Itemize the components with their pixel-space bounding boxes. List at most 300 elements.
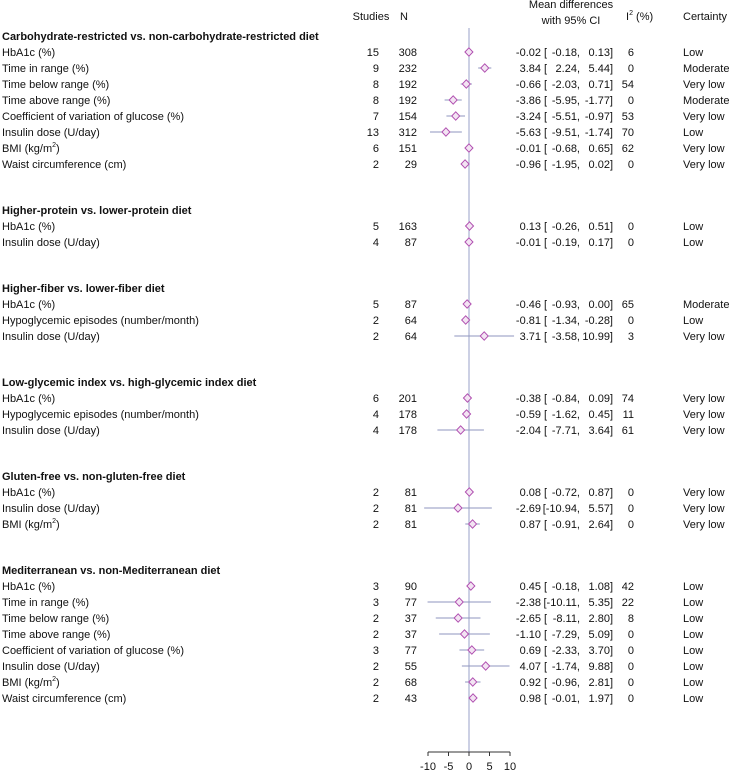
x-axis-tick-label: 5 xyxy=(486,761,493,773)
effect-marker xyxy=(461,160,469,168)
ci-bracket: [ xyxy=(544,159,548,171)
ci-bracket: [ xyxy=(544,629,548,641)
row-label-text: HbA1c (%) xyxy=(2,47,56,59)
header-certainty: Certainty xyxy=(683,11,728,23)
row-label-text: Time in range (%) xyxy=(2,597,90,609)
effect-marker xyxy=(467,582,475,590)
ci-lower-value: -0.84, xyxy=(551,393,580,405)
row-label xyxy=(2,487,55,499)
ci-lower-value: -0.68, xyxy=(551,143,580,155)
row-label-text: Hypoglycemic episodes (number/month) xyxy=(2,409,199,421)
estimate-value: -0.46 xyxy=(515,299,541,311)
n-value: 87 xyxy=(404,299,417,311)
row-label-text: Insulin dose (U/day) xyxy=(2,425,100,437)
i2-value: 0 xyxy=(627,693,634,705)
ci-upper-value: 0.51] xyxy=(588,221,613,233)
header-i2-sup: 2 xyxy=(629,10,633,17)
ci-bracket: [ xyxy=(544,409,548,421)
n-value: 29 xyxy=(404,159,417,171)
row-label-text: Insulin dose (U/day) xyxy=(2,237,100,249)
row-label xyxy=(2,221,55,233)
row-label-text: HbA1c (%) xyxy=(2,581,56,593)
ci-upper-value: 0.17] xyxy=(588,237,613,249)
row-label xyxy=(2,613,109,625)
i2-value: 0 xyxy=(627,677,634,689)
certainty-value: Very low xyxy=(683,159,725,171)
n-value: 308 xyxy=(398,47,417,59)
studies-value: 2 xyxy=(372,159,379,171)
effect-marker xyxy=(457,426,465,434)
x-axis xyxy=(420,752,516,773)
row-label xyxy=(2,237,100,249)
certainty-value: Low xyxy=(683,677,704,689)
n-value: 43 xyxy=(404,693,417,705)
effect-marker xyxy=(454,504,462,512)
ci-lower-value: -0.19, xyxy=(551,237,580,249)
certainty-value: Very low xyxy=(683,503,725,515)
studies-value: 2 xyxy=(372,315,379,327)
column-headers xyxy=(353,0,728,27)
ci-lower-value: -0.01, xyxy=(551,693,580,705)
i2-value: 70 xyxy=(621,127,634,139)
certainty-value: Low xyxy=(683,629,704,641)
row-label xyxy=(2,299,55,311)
ci-upper-value: 2.64] xyxy=(588,519,613,531)
studies-value: 13 xyxy=(366,127,379,139)
certainty-value: Very low xyxy=(683,79,725,91)
ci-upper-value: 0.13] xyxy=(588,47,613,59)
i2-value: 0 xyxy=(627,315,634,327)
row-label xyxy=(2,331,100,343)
group-title: Higher-protein vs. lower-protein diet xyxy=(2,205,192,217)
effect-marker xyxy=(466,222,474,230)
ci-upper-value: -0.28] xyxy=(584,315,613,327)
studies-value: 3 xyxy=(372,597,379,609)
row-label-text: Insulin dose (U/day) xyxy=(2,127,100,139)
studies-value: 5 xyxy=(372,221,379,233)
row-label-text: HbA1c (%) xyxy=(2,299,56,311)
i2-value: 0 xyxy=(627,237,634,249)
n-value: 64 xyxy=(404,315,417,327)
group-title: Low-glycemic index vs. high-glycemic index diet xyxy=(2,377,257,389)
certainty-value: Very low xyxy=(683,393,725,405)
i2-value: 0 xyxy=(627,645,634,657)
row-label-suffix: ) xyxy=(56,677,60,689)
ci-lower-value: -0.96, xyxy=(551,677,580,689)
studies-value: 2 xyxy=(372,331,379,343)
ci-upper-value: 9.88] xyxy=(588,661,613,673)
estimate-value: -3.24 xyxy=(515,111,541,123)
row-label-text: Waist circumference (cm) xyxy=(2,159,127,171)
studies-value: 2 xyxy=(372,487,379,499)
row-label-text: Waist circumference (cm) xyxy=(2,693,127,705)
i2-value: 54 xyxy=(621,79,634,91)
row-label-text: Time below range (%) xyxy=(2,79,110,91)
row-label-text: BMI (kg/m xyxy=(2,677,53,689)
row-label-text: Insulin dose (U/day) xyxy=(2,661,100,673)
row-label-text: HbA1c (%) xyxy=(2,393,56,405)
row-label-text: Time below range (%) xyxy=(2,613,110,625)
estimate-value: 0.45 xyxy=(519,581,541,593)
studies-value: 8 xyxy=(372,79,379,91)
i2-value: 6 xyxy=(627,47,634,59)
ci-lower-value: [-10.94, xyxy=(542,503,580,515)
n-value: 37 xyxy=(404,629,417,641)
effect-marker xyxy=(454,614,462,622)
forest-rows xyxy=(2,28,729,752)
n-value: 37 xyxy=(404,613,417,625)
ci-lower-value: -0.18, xyxy=(551,581,580,593)
n-value: 55 xyxy=(404,661,417,673)
n-value: 68 xyxy=(404,677,417,689)
row-label-text: Hypoglycemic episodes (number/month) xyxy=(2,315,199,327)
n-value: 232 xyxy=(398,63,417,75)
certainty-value: Low xyxy=(683,597,704,609)
row-label xyxy=(2,159,126,171)
certainty-value: Low xyxy=(683,613,704,625)
ci-upper-value: 0.71] xyxy=(588,79,613,91)
studies-value: 7 xyxy=(372,111,379,123)
certainty-value: Moderate xyxy=(683,63,730,75)
ci-bracket: [ xyxy=(544,487,548,499)
estimate-value: 0.69 xyxy=(519,645,541,657)
row-label-text: Coefficient of variation of glucose (%) xyxy=(2,645,184,657)
effect-marker xyxy=(463,300,471,308)
x-axis-tick-label: 10 xyxy=(503,761,517,773)
ci-lower-value: -1.62, xyxy=(551,409,580,421)
ci-lower-value: -0.18, xyxy=(551,47,580,59)
studies-value: 4 xyxy=(372,425,379,437)
estimate-value: -0.02 xyxy=(515,47,541,59)
row-label xyxy=(2,409,199,421)
estimate-value: -0.38 xyxy=(515,393,541,405)
row-label xyxy=(2,597,89,609)
ci-bracket: [ xyxy=(544,581,548,593)
studies-value: 9 xyxy=(372,63,379,75)
row-label-sup: 2 xyxy=(52,676,57,683)
group-title: Higher-fiber vs. lower-fiber diet xyxy=(2,283,165,295)
effect-marker xyxy=(455,598,463,606)
effect-marker xyxy=(452,112,460,120)
ci-upper-value: 5.44] xyxy=(588,63,613,75)
certainty-value: Very low xyxy=(683,111,725,123)
ci-upper-value: 0.65] xyxy=(588,143,613,155)
ci-lower-value: -0.26, xyxy=(551,221,580,233)
effect-marker xyxy=(465,48,473,56)
ci-bracket: [ xyxy=(544,221,548,233)
row-label-text: Time above range (%) xyxy=(2,629,111,641)
header-effect-line2: with 95% CI xyxy=(541,15,601,27)
ci-bracket: [ xyxy=(544,331,548,343)
effect-marker xyxy=(469,520,477,528)
ci-bracket: [ xyxy=(544,143,548,155)
header-effect-line1: Mean differences xyxy=(528,0,614,11)
x-axis-tick-label: -10 xyxy=(420,761,436,773)
studies-value: 15 xyxy=(366,47,379,59)
row-label xyxy=(2,425,100,437)
ci-upper-value: 1.97] xyxy=(588,693,613,705)
i2-value: 3 xyxy=(627,331,634,343)
header-n: N xyxy=(400,11,408,23)
certainty-value: Low xyxy=(683,645,704,657)
estimate-value: -0.01 xyxy=(515,237,541,249)
ci-bracket: [ xyxy=(544,393,548,405)
ci-bracket: [ xyxy=(544,63,548,75)
ci-lower-value: -1.34, xyxy=(551,315,580,327)
certainty-value: Low xyxy=(683,221,704,233)
row-label-text: Insulin dose (U/day) xyxy=(2,503,100,515)
row-label xyxy=(2,142,60,155)
row-label xyxy=(2,79,109,91)
i2-value: 61 xyxy=(621,425,634,437)
ci-lower-value: -9.51, xyxy=(551,127,580,139)
n-value: 192 xyxy=(398,79,417,91)
ci-bracket: [ xyxy=(544,677,548,689)
row-label-text: Time above range (%) xyxy=(2,95,111,107)
x-axis-tick-label: 0 xyxy=(465,761,473,773)
effect-marker xyxy=(480,332,488,340)
estimate-value: 0.92 xyxy=(519,677,541,689)
studies-value: 2 xyxy=(372,629,379,641)
estimate-value: -1.10 xyxy=(515,629,541,641)
row-label xyxy=(2,676,60,689)
row-label xyxy=(2,127,100,139)
ci-upper-value: 2.80] xyxy=(588,613,613,625)
n-value: 151 xyxy=(398,143,417,155)
studies-value: 5 xyxy=(372,299,379,311)
ci-upper-value: 0.00] xyxy=(588,299,613,311)
n-value: 178 xyxy=(398,409,417,421)
i2-value: 0 xyxy=(627,503,634,515)
studies-value: 2 xyxy=(372,677,379,689)
ci-bracket: [ xyxy=(544,111,548,123)
n-value: 154 xyxy=(398,111,417,123)
i2-value: 0 xyxy=(627,159,634,171)
n-value: 81 xyxy=(404,503,417,515)
estimate-value: -5.63 xyxy=(515,127,541,139)
effect-marker xyxy=(463,394,471,402)
effect-marker xyxy=(462,316,470,324)
certainty-value: Very low xyxy=(683,331,725,343)
i2-value: 42 xyxy=(621,581,634,593)
ci-upper-value: 0.09] xyxy=(588,393,613,405)
row-label-suffix: ) xyxy=(56,519,60,531)
estimate-value: -2.38 xyxy=(515,597,541,609)
i2-value: 0 xyxy=(627,487,634,499)
i2-value: 8 xyxy=(627,613,634,625)
x-axis-tick-label: -5 xyxy=(443,761,454,773)
ci-upper-value: 3.70] xyxy=(588,645,613,657)
effect-marker xyxy=(482,662,490,670)
row-label xyxy=(2,47,55,59)
effect-marker xyxy=(442,128,450,136)
certainty-value: Low xyxy=(683,47,704,59)
ci-upper-value: -1.74] xyxy=(584,127,613,139)
i2-value: 11 xyxy=(622,409,634,421)
estimate-value: -0.66 xyxy=(515,79,541,91)
n-value: 90 xyxy=(404,581,417,593)
estimate-value: 0.87 xyxy=(519,519,541,531)
certainty-value: Moderate xyxy=(683,95,730,107)
n-value: 192 xyxy=(398,95,417,107)
effect-marker xyxy=(469,678,477,686)
n-value: 178 xyxy=(398,425,417,437)
ci-lower-value: -7.71, xyxy=(551,425,580,437)
studies-value: 3 xyxy=(372,581,379,593)
certainty-value: Very low xyxy=(683,143,725,155)
estimate-value: -0.01 xyxy=(515,143,541,155)
ci-upper-value: 2.81] xyxy=(588,677,613,689)
ci-lower-value: -5.51, xyxy=(551,111,580,123)
row-label xyxy=(2,693,126,705)
i2-value: 22 xyxy=(621,597,634,609)
ci-lower-value: 2.24, xyxy=(555,63,580,75)
studies-value: 2 xyxy=(372,613,379,625)
row-label-text: HbA1c (%) xyxy=(2,487,56,499)
ci-bracket: [ xyxy=(544,693,548,705)
certainty-value: Very low xyxy=(683,409,725,421)
studies-value: 6 xyxy=(372,393,379,405)
ci-bracket: [ xyxy=(544,79,548,91)
ci-upper-value: -0.97] xyxy=(584,111,613,123)
effect-marker xyxy=(449,96,457,104)
header-i2-suffix: (%) xyxy=(632,11,654,23)
row-label-text: BMI (kg/m xyxy=(2,519,53,531)
ci-lower-value: -1.74, xyxy=(551,661,580,673)
ci-bracket: [ xyxy=(544,47,548,59)
studies-value: 8 xyxy=(372,95,379,107)
row-label-sup: 2 xyxy=(52,142,57,149)
n-value: 81 xyxy=(404,487,417,499)
effect-marker xyxy=(460,630,468,638)
estimate-value: -0.81 xyxy=(515,315,541,327)
group-title: Mediterranean vs. non-Mediterranean diet xyxy=(2,565,221,577)
row-label-text: BMI (kg/m xyxy=(2,143,53,155)
ci-lower-value: -2.03, xyxy=(551,79,580,91)
certainty-value: Low xyxy=(683,693,704,705)
row-label-text: Insulin dose (U/day) xyxy=(2,331,100,343)
row-label xyxy=(2,661,100,673)
studies-value: 4 xyxy=(372,409,379,421)
studies-value: 4 xyxy=(372,237,379,249)
ci-bracket: [ xyxy=(544,127,548,139)
effect-marker xyxy=(465,144,473,152)
studies-value: 3 xyxy=(372,645,379,657)
row-label xyxy=(2,581,55,593)
header-studies: Studies xyxy=(352,11,390,23)
ci-bracket: [ xyxy=(544,237,548,249)
ci-bracket: [ xyxy=(544,661,548,673)
i2-value: 0 xyxy=(627,63,634,75)
row-label xyxy=(2,315,199,327)
row-label-text: Time in range (%) xyxy=(2,63,90,75)
row-label xyxy=(2,645,184,657)
estimate-value: 0.08 xyxy=(519,487,541,499)
i2-value: 0 xyxy=(627,661,634,673)
ci-upper-value: 0.45] xyxy=(588,409,613,421)
studies-value: 2 xyxy=(372,661,379,673)
effect-marker xyxy=(469,694,477,702)
ci-upper-value: 3.64] xyxy=(588,425,613,437)
n-value: 87 xyxy=(404,237,417,249)
estimate-value: -0.59 xyxy=(515,409,541,421)
row-label xyxy=(2,518,60,531)
header-i2-letter: I xyxy=(626,11,630,23)
row-label xyxy=(2,629,110,641)
ci-upper-value: -1.77] xyxy=(584,95,613,107)
i2-value: 0 xyxy=(627,221,634,233)
ci-lower-value: -5.95, xyxy=(551,95,580,107)
row-label-sup: 2 xyxy=(52,518,57,525)
ci-upper-value: 10.99] xyxy=(582,331,613,343)
ci-lower-value: -7.29, xyxy=(551,629,580,641)
group-title: Carbohydrate-restricted vs. non-carbohydrate-restricted diet xyxy=(2,31,319,43)
group-title: Gluten-free vs. non-gluten-free diet xyxy=(2,471,186,483)
row-label-text: HbA1c (%) xyxy=(2,221,56,233)
row-label xyxy=(2,111,184,123)
certainty-value: Low xyxy=(683,661,704,673)
n-value: 64 xyxy=(404,331,417,343)
n-value: 312 xyxy=(398,127,417,139)
ci-upper-value: 5.57] xyxy=(588,503,613,515)
certainty-value: Very low xyxy=(683,519,725,531)
estimate-value: -0.96 xyxy=(515,159,541,171)
ci-bracket: [ xyxy=(544,519,548,531)
row-label xyxy=(2,393,55,405)
ci-bracket: [ xyxy=(544,95,548,107)
ci-lower-value: -0.72, xyxy=(551,487,580,499)
ci-bracket: [ xyxy=(544,299,548,311)
ci-lower-value: -1.95, xyxy=(551,159,580,171)
ci-lower-value: -0.93, xyxy=(551,299,580,311)
i2-value: 0 xyxy=(627,629,634,641)
row-label xyxy=(2,63,89,75)
i2-value: 62 xyxy=(621,143,634,155)
ci-bracket: [ xyxy=(544,425,548,437)
i2-value: 0 xyxy=(627,519,634,531)
n-value: 201 xyxy=(398,393,417,405)
ci-upper-value: 0.02] xyxy=(588,159,613,171)
ci-bracket: [ xyxy=(544,315,548,327)
ci-lower-value: -0.91, xyxy=(551,519,580,531)
n-value: 81 xyxy=(404,519,417,531)
ci-upper-value: 5.09] xyxy=(588,629,613,641)
studies-value: 2 xyxy=(372,519,379,531)
estimate-value: -2.65 xyxy=(515,613,541,625)
n-value: 77 xyxy=(404,597,417,609)
estimate-value: -2.04 xyxy=(515,425,541,437)
estimate-value: 3.71 xyxy=(519,331,541,343)
studies-value: 2 xyxy=(372,503,379,515)
certainty-value: Low xyxy=(683,315,704,327)
row-label xyxy=(2,503,100,515)
ci-upper-value: 1.08] xyxy=(588,581,613,593)
i2-value: 53 xyxy=(621,111,634,123)
ci-bracket: [ xyxy=(544,613,548,625)
effect-marker xyxy=(481,64,489,72)
i2-value: 65 xyxy=(621,299,634,311)
effect-marker xyxy=(465,488,473,496)
row-label-suffix: ) xyxy=(56,143,60,155)
estimate-value: -3.86 xyxy=(515,95,541,107)
row-label-text: Coefficient of variation of glucose (%) xyxy=(2,111,184,123)
ci-lower-value: -8.11, xyxy=(552,613,580,625)
i2-value: 74 xyxy=(621,393,634,405)
ci-bracket: [ xyxy=(544,645,548,657)
header-i2 xyxy=(626,10,653,23)
certainty-value: Very low xyxy=(683,487,725,499)
ci-upper-value: 5.35] xyxy=(588,597,613,609)
